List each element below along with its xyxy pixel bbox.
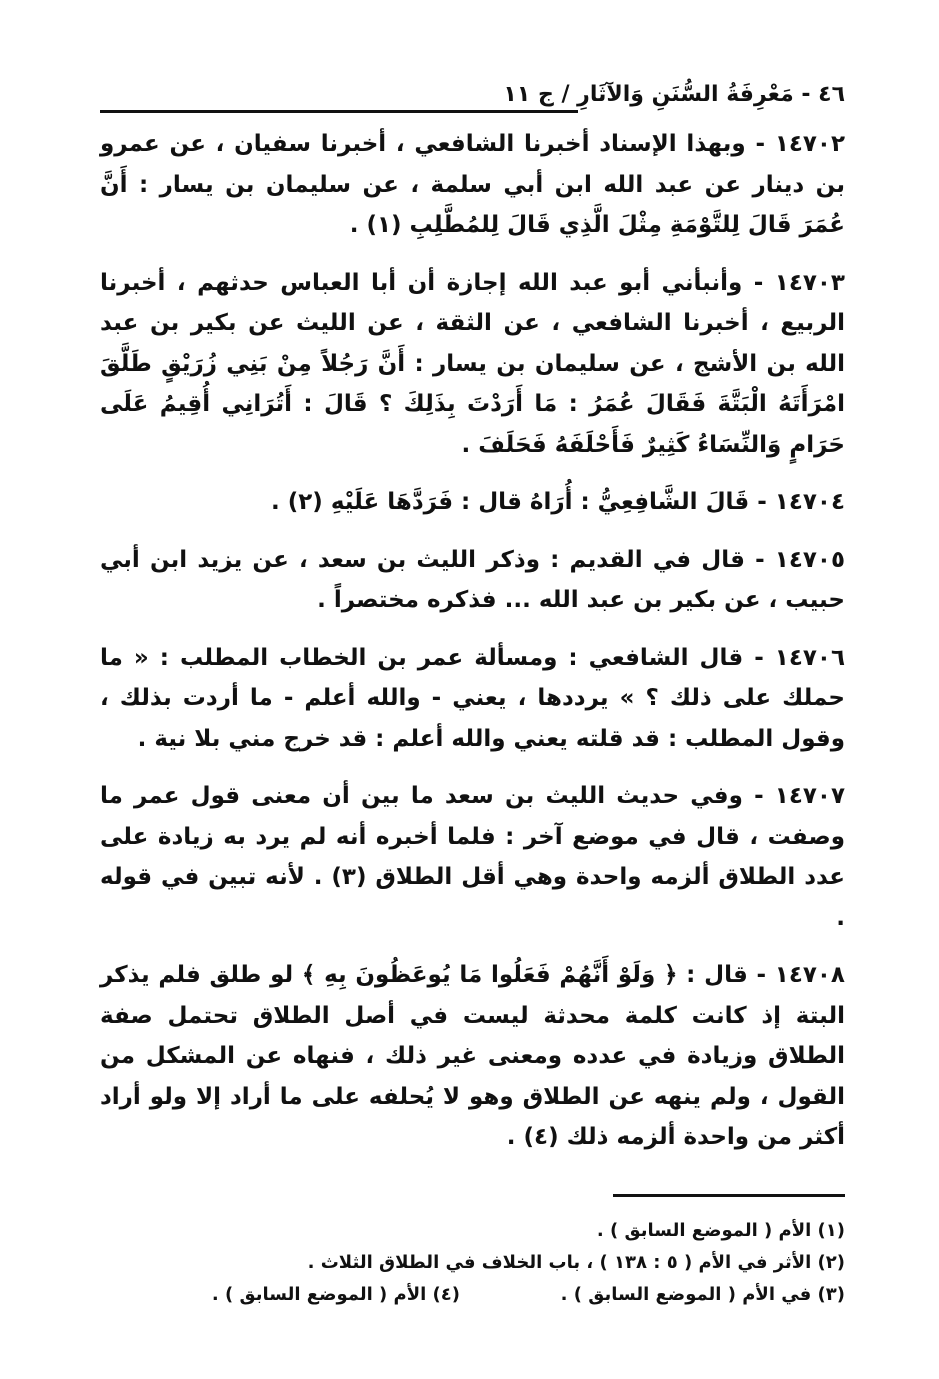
footnote-2: (٢) الأثر في الأم ( ٥ : ١٣٨ ) ، باب الخلاف في الطلاق الثلاث . xyxy=(307,1251,845,1273)
paragraph-number: ١٤٧٠٤ - xyxy=(757,489,845,515)
paragraph-14707 xyxy=(100,776,845,938)
book-page xyxy=(100,78,845,1338)
footnote-4: (٤) الأم ( الموضع السابق ) . xyxy=(211,1283,460,1305)
paragraph-14704 xyxy=(100,482,845,523)
paragraph-number: ١٤٧٠٨ - xyxy=(756,962,845,988)
paragraph-number: ١٤٧٠٣ - xyxy=(753,269,845,296)
body-text xyxy=(100,124,845,1158)
paragraph-text: قَالَ الشَّافِعِيُّ : أُرَاهُ قال : فَرَدَّهَا عَلَيْهِ (٢) . xyxy=(270,489,750,515)
header-rule xyxy=(100,110,578,113)
paragraph-text: قال : ﴿ وَلَوْ أَنَّهُمْ فَعَلُوا مَا يُوعَظُونَ بِهِ ﴾ لو طلق فلم يذكر البتة إذ كانت كلمة محدثة ليست في أصل الطلاق تحتمل صفة الطلاق وزيادة في عدده ومعنى غير ذلك ، فنهاه عن المشكل من القول ، ولم ينهه عن الطلاق وهو لا يُحلفه على ما أراد إلا ولو أراد أكثر من واحدة ألزمه ذلك (٤) . xyxy=(100,962,845,1150)
paragraph-14708 xyxy=(100,955,845,1158)
paragraph-number: ١٤٧٠٢ - xyxy=(755,131,846,157)
paragraph-14705 xyxy=(100,540,845,621)
running-head xyxy=(100,78,845,112)
footnote-1: (١) الأم ( الموضع السابق ) . xyxy=(596,1219,845,1241)
paragraph-number: ١٤٧٠٦ - xyxy=(754,644,845,671)
paragraph-14702 xyxy=(100,124,845,246)
paragraph-text: قال الشافعي : ومسألة عمر بن الخطاب المطلب : « ما حملك على ذلك ؟ » يرددها ، يعني - والله أعلم - ما أردت بذلك ، وقول المطلب : قد قلته يعني والله أعلم : قد خرج مني بلا نية . xyxy=(100,644,845,752)
paragraph-text: قال في القديم : وذكر الليث بن سعد ، عن يزيد ابن أبي حبيب ، عن بكير بن عبد الله ... فذكره مختصراً . xyxy=(100,546,845,613)
footnote-row-3-4 xyxy=(100,1279,845,1311)
paragraph-text: وأنبأني أبو عبد الله إجازة أن أبا العباس حدثهم ، أخبرنا الربيع ، أخبرنا الشافعي ، عن الثقة ، عن الليث عن بكير بن عبد الله بن الأشج ، عن سليمان بن يسار : أَنَّ رَجُلاً مِنْ بَنِي زُرَيْقٍ طَلَّقَ امْرَأَتَهُ الْبَتَّةَ فَقَالَ عُمَرُ : مَا أَرَدْتَ بِذَلِكَ ؟ قَالَ : أَتُرَانِي أُقِيمُ عَلَى حَرَامٍ وَالنِّسَاءُ كَثِيرٌ فَأَحْلَفَهُ فَحَلَفَ . xyxy=(100,269,845,458)
running-head-text: ٤٦ - مَعْرِفَةُ السُّنَنِ وَالآثَارِ / ج ١١ xyxy=(503,82,845,107)
footnote-rule xyxy=(613,1194,845,1197)
paragraph-text: وفي حديث الليث بن سعد ما بين أن معنى قول عمر ما وصفت ، قال في موضع آخر : فلما أخبره أنه لم يرد به زيادة على عدد الطلاق ألزمه واحدة وهي أقل الطلاق (٣) . لأنه تبين في قوله . xyxy=(100,783,845,931)
paragraph-14706 xyxy=(100,638,845,760)
footnote-3: (٣) في الأم ( الموضع السابق ) . xyxy=(560,1283,845,1305)
paragraph-number: ١٤٧٠٥ - xyxy=(755,546,845,573)
paragraph-number: ١٤٧٠٧ - xyxy=(754,783,845,809)
footnotes xyxy=(100,1215,845,1311)
paragraph-text: وبهذا الإسناد أخبرنا الشافعي ، أخبرنا سفيان ، عن عمرو بن دينار عن عبد الله ابن أبي سلمة ، عن سليمان بن يسار : أَنَّ عُمَرَ قَالَ لِلتَّوْمَةِ مِثْلَ الَّذِي قَالَ لِلمُطَّلِبِ (١) . xyxy=(100,131,845,238)
paragraph-14703 xyxy=(100,263,845,466)
